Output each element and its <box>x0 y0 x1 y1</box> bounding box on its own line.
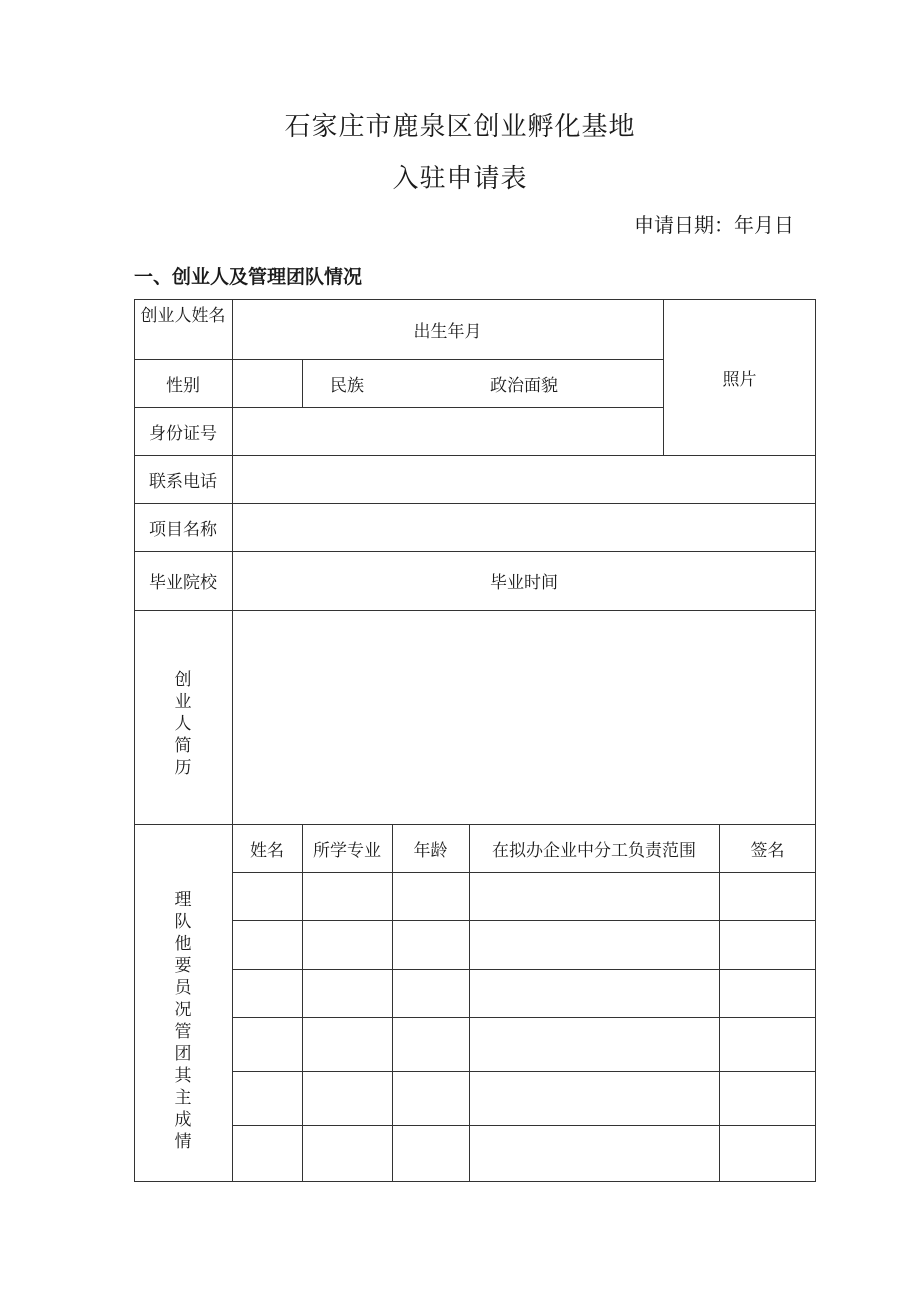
phone-field[interactable] <box>232 455 816 503</box>
phone-label: 联系电话 <box>149 471 217 492</box>
gender-label: 性别 <box>166 375 200 396</box>
founder-name-field[interactable] <box>232 299 663 359</box>
graduation-time-label: 毕业时间 <box>490 573 558 593</box>
gender-field[interactable] <box>232 359 302 407</box>
id-number-field[interactable] <box>232 407 663 455</box>
political-status-label: 政治面貌 <box>490 375 558 396</box>
school-field[interactable] <box>232 551 816 610</box>
resume-label: 创业人简历 <box>174 670 192 778</box>
project-name-label: 项目名称 <box>149 519 217 540</box>
photo-box[interactable] <box>663 299 816 455</box>
team-label: 理队他要员况管团其主成情 <box>174 890 192 1152</box>
team-header-name: 姓名 <box>250 840 284 861</box>
photo-label: 照片 <box>722 369 757 390</box>
team-header-responsibility: 在拟办企业中分工负责范围 <box>492 840 696 861</box>
team-header-signature: 签名 <box>750 840 785 861</box>
id-number-label: 身份证号 <box>149 423 217 444</box>
ethnicity-label: 民族 <box>330 375 364 396</box>
team-header-age: 年龄 <box>413 840 448 861</box>
birth-date-label: 出生年月 <box>413 321 482 342</box>
page-title: 石家庄市鹿泉区创业孵化基地 <box>284 112 636 142</box>
section-heading: 一、创业人及管理团队情况 <box>134 266 363 288</box>
founder-name-label: 创业人姓名 <box>140 305 226 326</box>
resume-field[interactable] <box>232 610 816 824</box>
application-date-label: 申请日期：年月日 <box>634 213 794 237</box>
school-label: 毕业院校 <box>149 573 217 593</box>
project-name-field[interactable] <box>232 503 816 551</box>
page-subtitle: 入驻申请表 <box>392 164 528 194</box>
application-form <box>134 299 816 1182</box>
team-header-major: 所学专业 <box>313 840 381 861</box>
